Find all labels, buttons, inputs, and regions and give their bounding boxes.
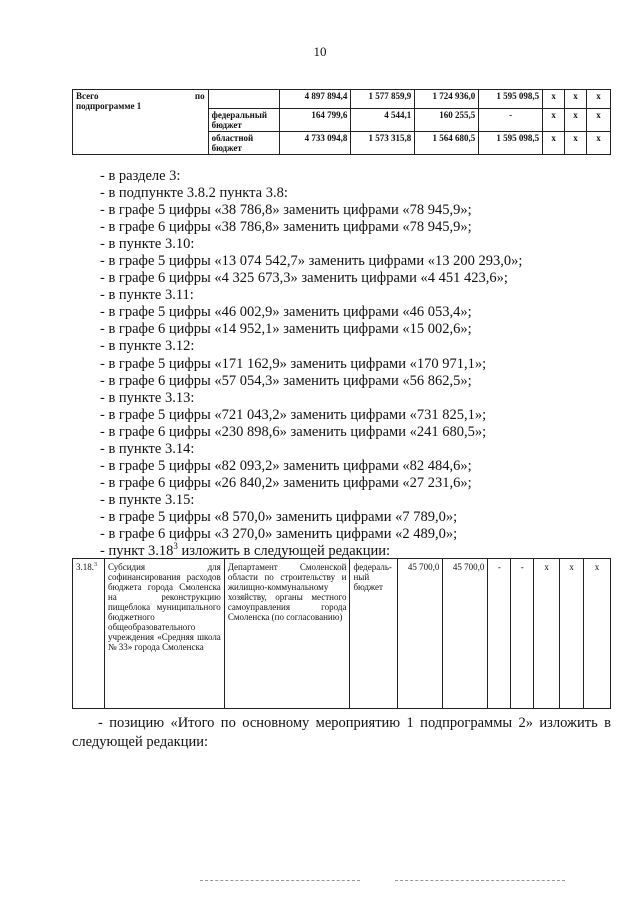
x-cell: x xyxy=(586,90,610,109)
value-cell: 164 799,6 xyxy=(279,109,351,132)
instruction-line: - в графе 5 цифры «721 043,2» заменить цифрами «731 825,1»; xyxy=(100,406,487,423)
footer-divider xyxy=(200,880,360,881)
instruction-line: - в пункте 3.15: xyxy=(100,491,195,508)
page-number: 10 xyxy=(313,44,327,59)
x-cell: x xyxy=(584,559,611,709)
budget-cell: областной бюджет xyxy=(208,132,279,155)
budget-cell: федеральный бюджет xyxy=(208,109,279,132)
value-cell: 1 577 859,9 xyxy=(351,90,415,109)
value-cell: - xyxy=(488,559,511,709)
instruction-line: - в разделе 3: xyxy=(100,168,181,184)
instruction-text: - пункт 3.18 xyxy=(100,543,174,560)
instruction-line: - в графе 6 цифры «4 325 673,3» заменить цифрами «4 451 423,6»; xyxy=(100,270,508,287)
description-cell: Субсидия для софинансирования расходов бюджета города Смоленска на реконструкцию пищеблока муниципального бюджетного общеобразовательного учреждения «Средняя школа № 33» города Смоленска xyxy=(104,559,224,709)
budget-cell xyxy=(208,90,279,109)
x-cell: x xyxy=(560,559,584,709)
row-label-cell xyxy=(73,90,209,155)
superscript: 3 xyxy=(94,562,97,568)
subprogram-total-table xyxy=(72,89,611,155)
table-row xyxy=(73,90,611,109)
row-label-line2: подпрограмме 1 xyxy=(76,101,142,111)
value-cell: 45 700,0 xyxy=(443,559,488,709)
value-cell: - xyxy=(479,109,543,132)
value-cell: 4 544,1 xyxy=(351,109,415,132)
value-cell: 1 573 315,8 xyxy=(351,132,415,155)
instruction-line: - в пункте 3.12: xyxy=(100,338,195,355)
row-label-left: Всего xyxy=(76,91,99,101)
instruction-line: - в графе 5 цифры «46 002,9» заменить цифрами «46 053,4»; xyxy=(100,304,472,321)
instruction-line: - в графе 5 цифры «13 074 542,7» заменить цифрами «13 200 293,0»; xyxy=(100,253,523,270)
superscript: 3 xyxy=(173,541,178,552)
value-cell: 1 595 098,5 xyxy=(479,90,543,109)
instruction-line: - в графе 6 цифры «57 054,3» заменить цифрами «56 862,5»; xyxy=(100,372,472,389)
instruction-line: - в графе 5 цифры «38 786,8» заменить цифрами «78 945,9»; xyxy=(100,202,472,219)
value-cell: 160 255,5 xyxy=(415,109,479,132)
value-cell: 1 724 936,0 xyxy=(415,90,479,109)
instruction-line: - в графе 5 цифры «171 162,9» заменить цифрами «170 971,1»; xyxy=(100,355,487,372)
closing-paragraph: - позицию «Итого по основному мероприятию 1 подпрограммы 2» изложить в следующей редакции: xyxy=(72,715,611,750)
x-cell: x xyxy=(565,132,587,155)
item-number-cell xyxy=(73,559,105,709)
x-cell: x xyxy=(586,132,610,155)
item-number: 3.18. xyxy=(76,562,94,572)
x-cell: x xyxy=(586,109,610,132)
instruction-line: - в графе 6 цифры «230 898,6» заменить цифрами «241 680,5»; xyxy=(100,423,487,440)
instruction-text: изложить в следующей редакции: xyxy=(177,543,391,560)
value-cell: 45 700,0 xyxy=(398,559,443,709)
instruction-line: - в графе 6 цифры «3 270,0» заменить цифрами «2 489,0»; xyxy=(100,525,458,542)
footer-divider xyxy=(395,880,565,881)
value-cell: 4 733 094,8 xyxy=(279,132,351,155)
x-cell: x xyxy=(565,90,587,109)
instruction-line: - в пункте 3.11: xyxy=(100,287,194,304)
instruction-line: - в пункте 3.13: xyxy=(100,389,195,406)
x-cell: x xyxy=(543,109,565,132)
executor-cell: Департамент Смоленской области по строительству и жилищно-коммунальному хозяйству, органы местного самоуправления города Смоленска (по согласованию) xyxy=(224,559,350,709)
x-cell: x xyxy=(543,90,565,109)
value-cell: 4 897 894,4 xyxy=(279,90,351,109)
table-row xyxy=(73,559,611,709)
budget-cell: федераль-ный бюджет xyxy=(350,559,398,709)
instruction-line: - в пункте 3.14: xyxy=(100,440,195,457)
instruction-line: - в графе 6 цифры «14 952,1» заменить цифрами «15 002,6»; xyxy=(100,321,472,338)
value-cell: - xyxy=(511,559,534,709)
item-3-18-3-table xyxy=(72,558,611,709)
instruction-line: - в подпункте 3.8.2 пункта 3.8: xyxy=(100,185,288,202)
x-cell: x xyxy=(543,132,565,155)
instruction-line: - в графе 6 цифры «38 786,8» заменить цифрами «78 945,9»; xyxy=(100,219,472,236)
x-cell: x xyxy=(534,559,560,709)
value-cell: 1 595 098,5 xyxy=(479,132,543,155)
row-label-right: по xyxy=(194,91,205,101)
amendment-instructions xyxy=(100,168,610,560)
instruction-line: - в пункте 3.10: xyxy=(100,236,195,253)
instruction-line: - в графе 5 цифры «8 570,0» заменить цифрами «7 789,0»; xyxy=(100,508,458,525)
instruction-line: - в графе 5 цифры «82 093,2» заменить цифрами «82 484,6»; xyxy=(100,457,472,474)
x-cell: x xyxy=(565,109,587,132)
instruction-line: - в графе 6 цифры «26 840,2» заменить цифрами «27 231,6»; xyxy=(100,474,472,491)
value-cell: 1 564 680,5 xyxy=(415,132,479,155)
